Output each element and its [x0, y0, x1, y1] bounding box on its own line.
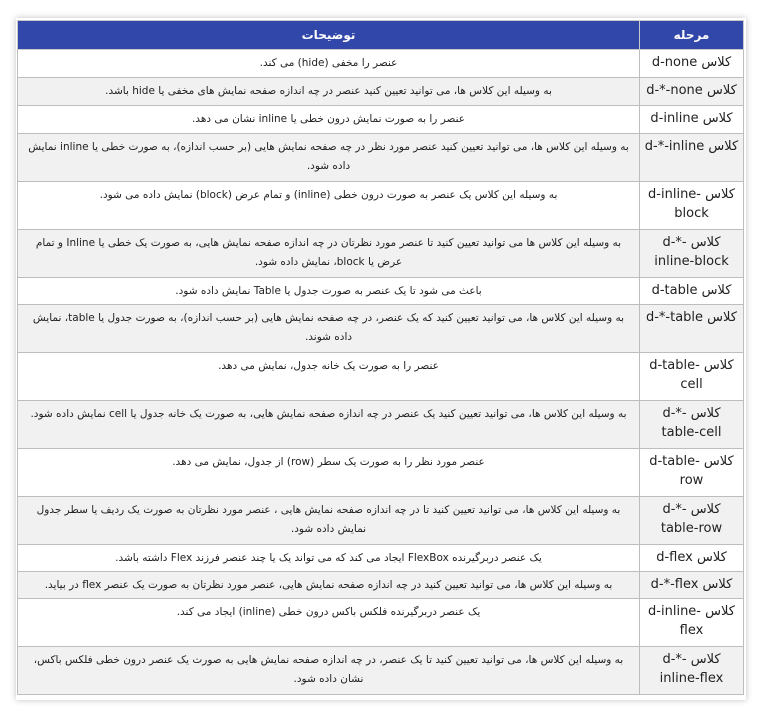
- description-cell: یک عنصر دربرگیرنده FlexBox ایجاد می کند که می تواند یک یا چند عنصر فرزند Flex داشته باشد.: [18, 545, 640, 572]
- table-row: [18, 545, 744, 572]
- stage-cell: کلاس d-*-table-row: [640, 497, 744, 545]
- stage-cell: کلاس d-table-row: [640, 449, 744, 497]
- stage-cell: کلاس d-table: [640, 278, 744, 305]
- table-row: [18, 50, 744, 78]
- stage-cell: کلاس d-*-inline-block: [640, 230, 744, 278]
- description-cell: به وسیله این کلاس ها، می توانید تعیین کنید تا یک عنصر، در چه اندازه صفحه نمایش هایی به صورت یک عنصر درون خطی فلکس باکس، نشان داده شود.: [18, 647, 640, 695]
- description-cell: به وسیله این کلاس ها، می توانید تعیین کنید تا در چه اندازه صفحه نمایش هایی ، عنصر مورد نظرتان به صورت یک ردیف یا سطر جدول نمایش داده شود.: [18, 497, 640, 545]
- stage-cell: کلاس d-inline-block: [640, 182, 744, 230]
- description-cell: به وسیله این کلاس ها، می توانید تعیین کنید عنصر مورد نظر در چه صفحه نمایش هایی (بر حسب اندازه)، به صورت خطی یا inline نمایش داده شود.: [18, 134, 640, 182]
- table-row: [18, 647, 744, 695]
- table-row: [18, 278, 744, 305]
- table-row: [18, 599, 744, 647]
- description-cell: عنصر را به صورت یک خانه جدول، نمایش می دهد.: [18, 353, 640, 401]
- description-cell: به وسیله این کلاس ها، می توانید تعیین کنید در چه اندازه صفحه نمایش هایی، عنصر مورد نظرتان به صورت یک عنصر flex در بیاید.: [18, 572, 640, 599]
- table-row: [18, 305, 744, 353]
- table-row: [18, 401, 744, 449]
- table-row: [18, 106, 744, 134]
- table-row: [18, 497, 744, 545]
- table-row: [18, 134, 744, 182]
- table-row: [18, 572, 744, 599]
- table-row: [18, 78, 744, 106]
- stage-cell: کلاس d-none: [640, 50, 744, 78]
- table-frame: [16, 18, 746, 700]
- description-cell: عنصر مورد نظر را به صورت یک سطر (row) از جدول، نمایش می دهد.: [18, 449, 640, 497]
- stage-cell: کلاس d-*-inline-flex: [640, 647, 744, 695]
- bootstrap-display-classes-table: [17, 20, 744, 695]
- description-cell: به وسیله این کلاس یک عنصر به صورت درون خطی (inline) و تمام عرض (block) نمایش داده می شود.: [18, 182, 640, 230]
- table-row: [18, 353, 744, 401]
- description-cell: عنصر را مخفی (hide) می کند.: [18, 50, 640, 78]
- table-row: [18, 182, 744, 230]
- stage-cell: کلاس d-table-cell: [640, 353, 744, 401]
- stage-cell: کلاس d-*-flex: [640, 572, 744, 599]
- stage-cell: کلاس d-*-table-cell: [640, 401, 744, 449]
- stage-cell: کلاس d-flex: [640, 545, 744, 572]
- description-cell: به وسیله این کلاس ها، می توانید تعیین کنید عنصر در چه اندازه صفحه نمایش های مخفی یا hide باشد.: [18, 78, 640, 106]
- stage-cell: کلاس d-*-table: [640, 305, 744, 353]
- stage-cell: کلاس d-inline-flex: [640, 599, 744, 647]
- description-cell: عنصر را به صورت نمایش درون خطی یا inline نشان می دهد.: [18, 106, 640, 134]
- description-cell: باعث می شود تا یک عنصر به صورت جدول یا Table نمایش داده شود.: [18, 278, 640, 305]
- description-cell: یک عنصر دربرگیرنده فلکس باکس درون خطی (inline) ایجاد می کند.: [18, 599, 640, 647]
- description-cell: به وسیله این کلاس ها می توانید تعیین کنید تا عنصر مورد نظرتان در چه اندازه صفحه نمایش هایی، به صورت یک خطی یا Inline و تمام عرض یا block، نمایش داده شود.: [18, 230, 640, 278]
- stage-cell: کلاس d-inline: [640, 106, 744, 134]
- table-row: [18, 449, 744, 497]
- table-row: [18, 230, 744, 278]
- description-cell: به وسیله این کلاس ها، می توانید تعیین کنید که یک عنصر، در چه صفحه نمایش هایی (بر حسب اندازه)، به صورت جدول یا table، نمایش داده شوند.: [18, 305, 640, 353]
- stage-cell: کلاس d-*-none: [640, 78, 744, 106]
- description-cell: به وسیله این کلاس ها، می توانید تعیین کنید یک عنصر در چه اندازه صفحه نمایش هایی، به صورت یک خانه جدول یا cell نمایش داده شود.: [18, 401, 640, 449]
- header-stage: مرحله: [640, 21, 744, 50]
- header-description: توضیحات: [18, 21, 640, 50]
- stage-cell: کلاس d-*-inline: [640, 134, 744, 182]
- table-header-row: [18, 21, 744, 50]
